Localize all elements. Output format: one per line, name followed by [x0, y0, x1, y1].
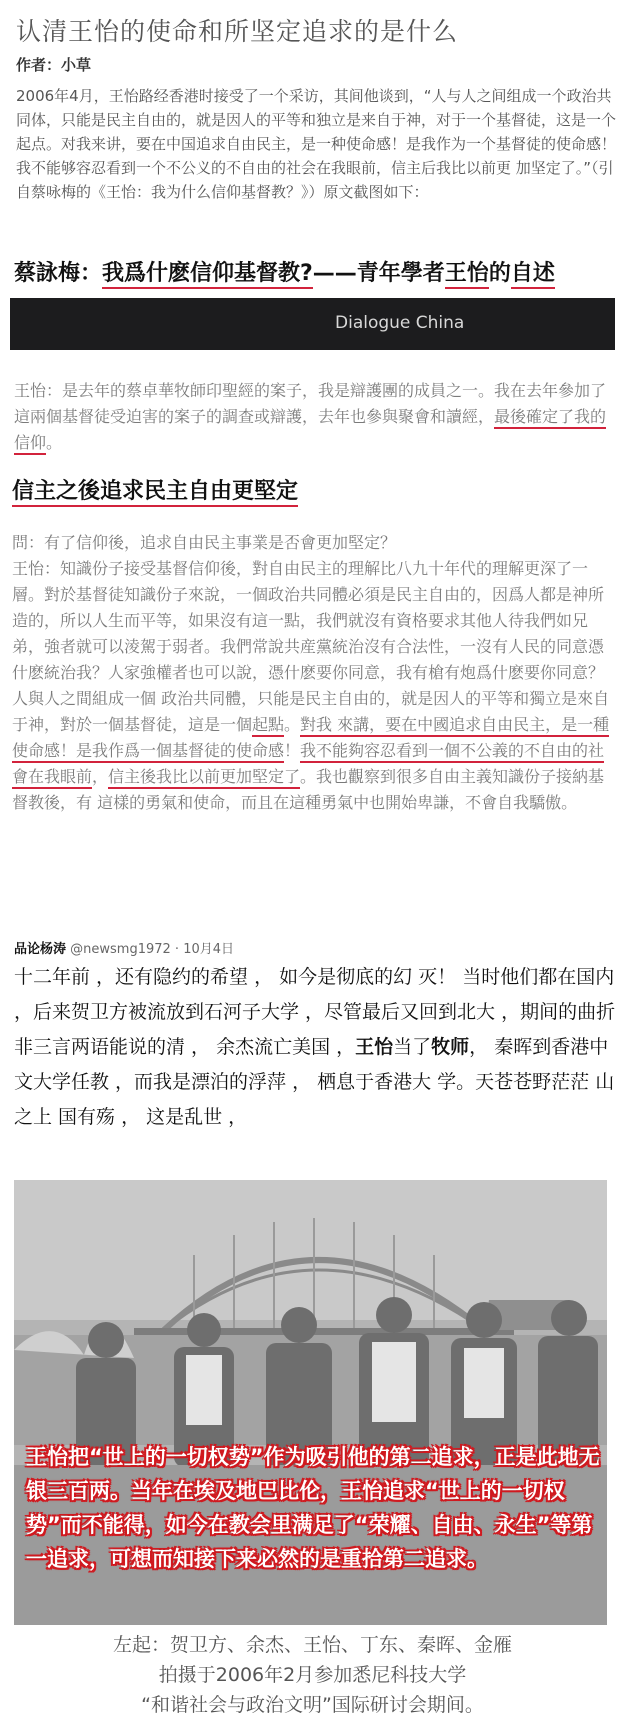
- clip-paragraph-2: [12, 530, 616, 816]
- clip-title: [10, 258, 615, 290]
- tweet-segment: 十二年前 ，还有隐约的希望 ， 如今是彻底的幻 灭！ 当时他们都在国内 ，后来贺卫方被流放到石河子大学 ，尽管最后又回到北大 ，期间的曲折非三言两语能说的清 ， 余杰流亡美国 ，: [14, 966, 616, 1058]
- tweet-segment: 当了: [393, 1036, 432, 1058]
- para-segment: 王怡：知識份子接受基督信仰後，對自由民主的理解比八九十年代的理解更深了一層。對於基督徒知識份子來說，一個政治共同體必須是民主自由的，因爲人都是神所造的，所以人生而平等，如果沒有這一點，我們就沒有資格要求其他人待我們如兄弟，強者就可以淩駕于弱者。我們常說共産黨統治沒有合法性，一沒有人民的同意憑什麽統治我？人家強權者也可以說，憑什麽要你同意，我有槍有炮爲什麽要你同意？人與人之間組成一個 政治共同體，只能是民主自由的，就是因人的平等和獨立是來自于神，對於一個基督徒，這是一個: [12, 559, 610, 734]
- caption-line: “和谐社会与政治文明”国际研讨会期间。: [141, 1694, 484, 1716]
- group-photo: [14, 1180, 607, 1625]
- banner-text: Dialogue China: [335, 313, 465, 333]
- para-segment: ，: [92, 767, 109, 786]
- clip-title-part: ——青年學者: [312, 261, 445, 286]
- tweet-handle-date: @newsmg1972 · 10月4日: [70, 942, 235, 957]
- para-segment: 我不能夠容忍看到一個不公義的不自由的社會在我眼前: [12, 741, 604, 789]
- clip-title-part: 的: [488, 261, 511, 286]
- tweet-body: [14, 960, 619, 1135]
- para-segment: 起點: [252, 715, 284, 737]
- clip-title-part: 自述: [511, 261, 555, 289]
- tweet-author-name[interactable]: 品论杨涛: [14, 942, 67, 957]
- para-segment: 信主後我比以前更加堅定了: [108, 767, 300, 789]
- clip-paragraph-1: [14, 378, 614, 456]
- caption-line: 左起：贺卫方、余杰、王怡、丁东、秦晖、金雁: [112, 1634, 512, 1656]
- tweet-header: [14, 938, 234, 957]
- para-segment: ！: [284, 741, 301, 760]
- para-segment: 是我作爲一個基督徒的使命感: [76, 741, 284, 763]
- question: 問：有了信仰後，追求自由民主事業是否會更加堅定？: [12, 533, 397, 552]
- para-segment: 。我也觀察到很多自由主義知識份子接納基督教後，有 這樣的勇氣和使命，而且在這種勇氣中也開始卑謙，不會自我驕傲。: [12, 767, 605, 812]
- article-author: 作者：小草: [16, 56, 92, 74]
- photo-caption: [0, 1630, 625, 1720]
- para-segment: 王怡：是去年的蔡卓華牧師印聖經的案子，我是辯護團的成員之一。我在去年參加了這兩個基督徒受迫害的案子的調查或辯護，去年也參與聚會和讀經，: [14, 381, 607, 426]
- clip-title-part: 王怡: [445, 261, 489, 289]
- clip-title-part: 我爲什麽信仰基督教?: [102, 261, 313, 289]
- tweet-segment: 王怡: [355, 1036, 394, 1058]
- interview-clip: [10, 258, 615, 350]
- article-intro: 2006年4月，王怡路经香港时接受了一个采访，其间他谈到，“人与人之间组成一个政治共同体，只能是民主自由的，就是因人的平等和独立是来自于神，对于一个基督徒，这是一个起点。对我来讲，要在中国追求自由民主，是一种使命感！是我作为一个基督徒的使命感！我不能够容忍看到一个不公义的不自由的社会在我眼前，信主后我比以前更 加坚定了。”（引自蔡咏梅的《王怡：我为什么信仰基督教？》）原文截图如下：: [16, 87, 617, 201]
- para-segment: 最後確定了我的信仰: [14, 407, 606, 455]
- clip-heading-text: 信主之後追求民主自由更堅定: [12, 479, 298, 507]
- para-segment: 。: [284, 715, 301, 734]
- tweet-segment: 牧师: [431, 1036, 470, 1058]
- tweet-segment: ， 秦晖到香港中文大学任教 ，而我是漂泊的浮萍 ， 栖息于香港大 学。天苍苍野茫茫 山之上 国有殇 ， 这是乱世 ，: [14, 1036, 615, 1128]
- dialogue-china-banner: [10, 298, 615, 350]
- photo-overlay-text: 王怡把“世上的一切权势”作为吸引他的第二追求，正是此地无银三百两。当年在埃及地巴比伦，王怡追求“世上的一切权势”而不能得，如今在教会里满足了“荣耀、自由、永生”等第一追求，可想而知接下来必然的是重拾第二追求。: [26, 1445, 600, 1571]
- clip-heading: [12, 474, 298, 505]
- caption-line: 拍摄于2006年2月参加悉尼科技大学: [158, 1664, 467, 1686]
- para-segment: 對我 來講，要在中國追求自由民主，是一種使命感！: [12, 715, 609, 763]
- para-segment: 。: [46, 433, 63, 452]
- clip-title-part: 蔡詠梅：: [14, 261, 103, 286]
- article-title: 认清王怡的使命和所坚定追求的是什么: [16, 17, 459, 46]
